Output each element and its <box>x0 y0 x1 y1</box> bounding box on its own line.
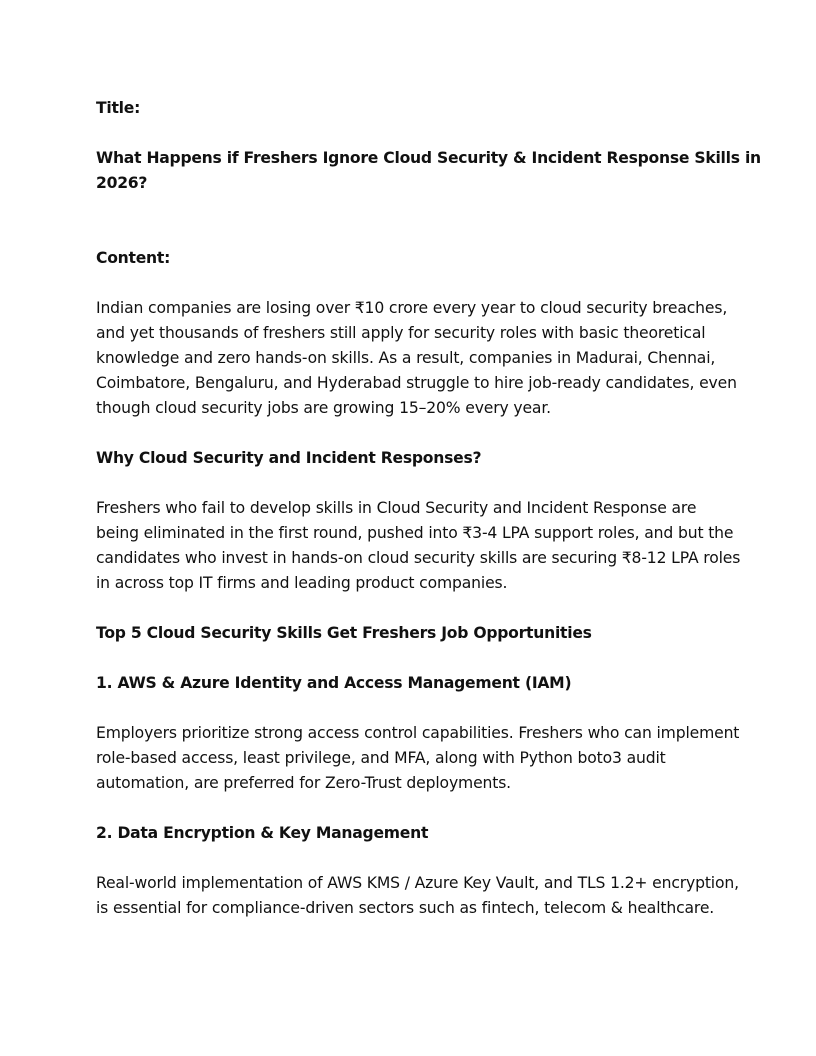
skill-paragraph <box>96 721 740 796</box>
spacer <box>96 646 724 671</box>
intro-paragraph <box>96 296 737 421</box>
paragraph-line: knowledge and zero hands-on skills. As a result, companies in Madurai, Chennai, <box>96 349 716 367</box>
spacer <box>96 596 724 621</box>
spacer <box>96 846 724 871</box>
why-heading: Why Cloud Security and Incident Responses? <box>96 449 482 467</box>
headline-line: 2026? <box>96 174 148 192</box>
paragraph-line: Coimbatore, Bengaluru, and Hyderabad struggle to hire job-ready candidates, even <box>96 374 737 392</box>
skill-heading: 2. Data Encryption & Key Management <box>96 824 429 842</box>
paragraph-line: in across top IT firms and leading product companies. <box>96 574 508 592</box>
spacer <box>96 471 724 496</box>
paragraph-line: Real-world implementation of AWS KMS / Azure Key Vault, and TLS 1.2+ encryption, <box>96 874 739 892</box>
paragraph-line: candidates who invest in hands-on cloud security skills are securing ₹8-12 LPA roles <box>96 549 741 567</box>
paragraph-line: though cloud security jobs are growing 15–20% every year. <box>96 399 551 417</box>
paragraph-line: and yet thousands of freshers still apply for security roles with basic theoretical <box>96 324 706 342</box>
paragraph-line: role-based access, least privilege, and MFA, along with Python boto3 audit <box>96 749 666 767</box>
title-label: Title: <box>96 99 141 117</box>
paragraph-line: Indian companies are losing over ₹10 crore every year to cloud security breaches, <box>96 299 728 317</box>
headline <box>96 146 761 196</box>
paragraph-line: Employers prioritize strong access control capabilities. Freshers who can implement <box>96 724 740 742</box>
document-page <box>96 96 761 921</box>
paragraph-line: automation, are preferred for Zero-Trust deployments. <box>96 774 511 792</box>
spacer <box>96 271 724 296</box>
spacer <box>96 421 724 446</box>
paragraph-line: being eliminated in the first round, pushed into ₹3-4 LPA support roles, and but the <box>96 524 734 542</box>
content-label: Content: <box>96 249 171 267</box>
skill-paragraph <box>96 871 739 921</box>
top5-heading: Top 5 Cloud Security Skills Get Freshers Job Opportunities <box>96 624 592 642</box>
skill-heading: 1. AWS & Azure Identity and Access Management (IAM) <box>96 674 572 692</box>
headline-line: What Happens if Freshers Ignore Cloud Security & Incident Response Skills in <box>96 149 761 167</box>
paragraph-line: is essential for compliance-driven sectors such as fintech, telecom & healthcare. <box>96 899 715 917</box>
paragraph-line: Freshers who fail to develop skills in Cloud Security and Incident Response are <box>96 499 697 517</box>
spacer <box>96 196 724 246</box>
spacer <box>96 696 724 721</box>
spacer <box>96 121 724 146</box>
spacer <box>96 796 724 821</box>
why-paragraph <box>96 496 741 596</box>
